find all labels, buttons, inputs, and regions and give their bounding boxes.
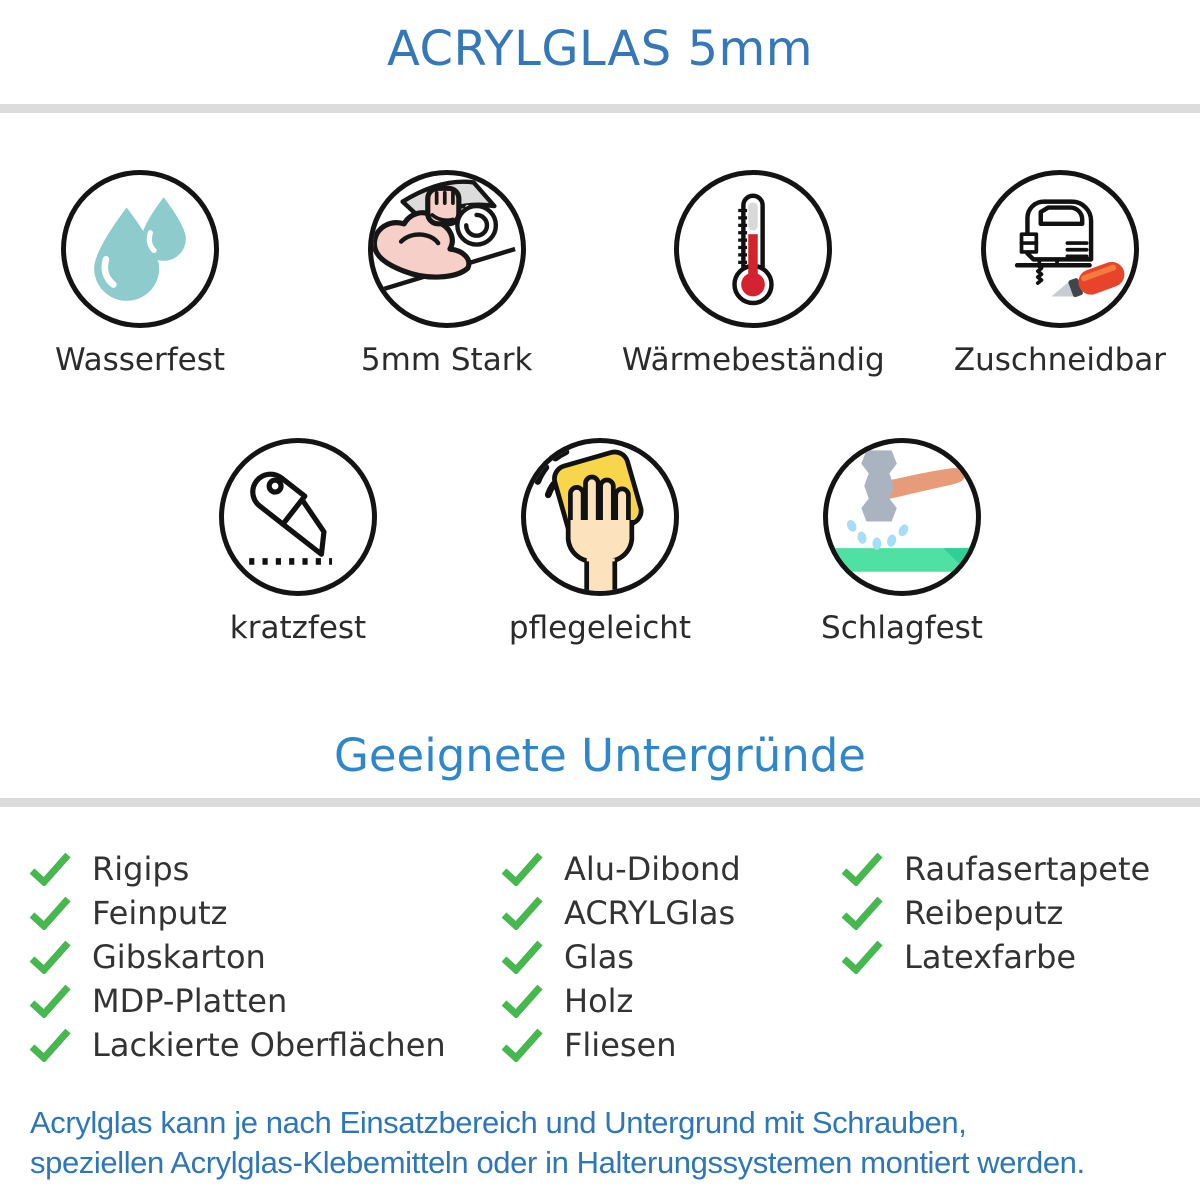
check-icon [500,984,544,1018]
utility-knife-icon [219,438,377,596]
surface-label: Lackierte Oberflächen [92,1026,446,1064]
feature-label: Wärmebeständig [621,342,885,378]
water-drops-icon [61,170,219,328]
check-icon [28,896,72,930]
feature-label: 5mm Stark [360,342,533,378]
check-icon [28,852,72,886]
feature-row-2 [0,438,1200,646]
footer-note [30,1103,1200,1183]
check-icon [28,940,72,974]
surface-item [840,935,1150,979]
surface-label: Glas [564,938,634,976]
page-title: ACRYLGLAS 5mm [386,21,813,77]
surface-item [840,847,1150,891]
surface-label: Fliesen [564,1026,677,1064]
feature-label: kratzfest [229,610,367,646]
surfaces-list [28,847,1200,1067]
footer-line-2: speziellen Acrylglas-Klebemitteln oder in Halterungssystemen montiert werden. [30,1145,1085,1180]
feature-label: Zuschneidbar [953,342,1167,378]
surface-label: MDP-Platten [92,982,288,1020]
check-icon [500,1028,544,1062]
surface-item [28,891,500,935]
check-icon [500,896,544,930]
feature-row-1 [0,170,1200,378]
surface-item [28,979,500,1023]
feature-label: pflegeleicht [508,610,692,646]
jigsaw-icon [981,170,1139,328]
feature-thickness [312,170,582,378]
surface-label: Rigips [92,850,190,888]
feature-label: Schlagfest [821,610,983,646]
surface-label: Reibeputz [904,894,1064,932]
wiping-hand-icon [521,438,679,596]
surfaces-column-3 [840,847,1150,979]
surface-label: Raufasertapete [904,850,1151,888]
check-icon [500,940,544,974]
surface-label: Latexfarbe [904,938,1077,976]
top-divider [0,104,1200,113]
feature-label: Wasserfest [54,342,226,378]
surface-item [500,935,840,979]
check-icon [840,896,884,930]
feature-waterproof [5,170,275,378]
check-icon [840,940,884,974]
surface-label: ACRYLGlas [564,894,736,932]
surface-item [840,891,1150,935]
feature-easy-care [465,438,735,646]
surface-label: Feinputz [92,894,228,932]
footer-line-1: Acrylglas kann je nach Einsatzbereich und Untergrund mit Schrauben, [30,1105,967,1140]
surface-label: Gibskarton [92,938,266,976]
surface-item [500,1023,840,1067]
surfaces-column-2 [500,847,840,1067]
flexed-arm-icon [368,170,526,328]
surface-label: Alu-Dibond [564,850,741,888]
surface-item [500,979,840,1023]
feature-impact-resistant [767,438,1037,646]
section-divider [0,798,1200,807]
surface-item [500,891,840,935]
surface-label: Holz [564,982,634,1020]
surface-item [28,847,500,891]
surface-item [28,935,500,979]
thermometer-icon [674,170,832,328]
check-icon [500,852,544,886]
surface-item [28,1023,500,1067]
feature-heat-resistant [618,170,888,378]
check-icon [28,984,72,1018]
check-icon [840,852,884,886]
surfaces-column-1 [28,847,500,1067]
check-icon [28,1028,72,1062]
hammer-icon [823,438,981,596]
feature-scratchproof [163,438,433,646]
surface-item [500,847,840,891]
feature-cuttable [925,170,1195,378]
surfaces-title: Geeignete Untergründe [333,729,866,782]
